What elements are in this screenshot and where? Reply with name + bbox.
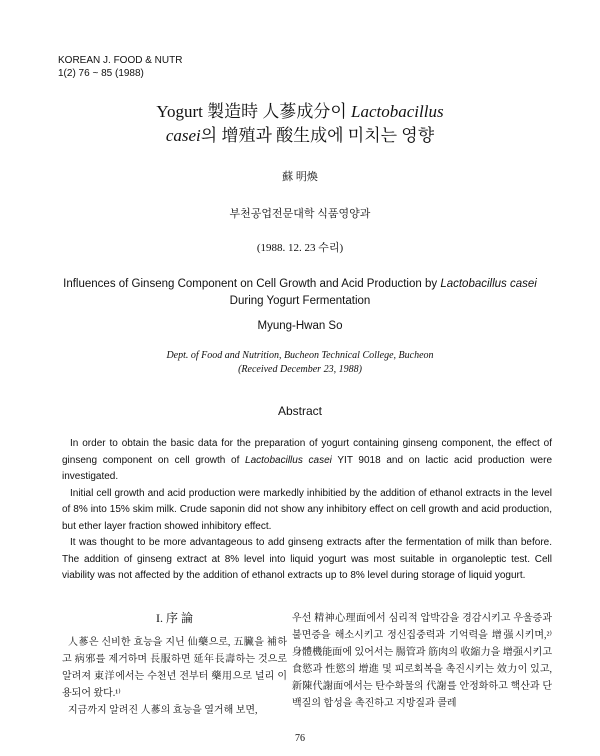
journal-header (58, 54, 182, 80)
abstract-body (62, 436, 552, 585)
title-ko-line1-text: Yogurt 製造時 人蔘成分이 (156, 102, 352, 121)
received-ko: (1988. 12. 23 수리) (256, 242, 344, 254)
affiliation-ko: 부천공업전문대학 식품영양과 (229, 208, 371, 220)
abstract-paragraph-2: Initial cell growth and acid production were markedly inhibitied by the addition of ethanol extracts in the level of 8% into 15% skim milk. Crude saponin did not show any inhibitory effect on cell growth and acid production, but ether layer fraction showed inhibitory effect. (62, 487, 552, 532)
right-column-paragraph: 우선 精神心理面에서 심리적 압박감을 경감시키고 우울증과 불면증을 해소시키고 정신집중력과 기억력을 增强시키며,²⁾ 身體機能面에 있어서는 腸管과 筋肉의 收縮力을 增强시키고 食慾과 性慾의 增進 및 피로회복을 촉진시키는 效力이 있고, 新陳代謝面에서는 탄수화물의 代謝를 안정화하고 핵산과 단백질의 합성을 촉진하고 지방질과 콜레 (292, 613, 552, 709)
title-en-italic: Lactobacillus casei (440, 278, 537, 290)
author-ko: 蘇 明煥 (282, 171, 318, 183)
abstract-p1-italic: Lactobacillus casei (245, 454, 332, 466)
section-heading-introduction: I. 序 論 (156, 611, 193, 625)
abstract-p1-b: YIT 9018 and on lactic acid production were investigated. (62, 454, 553, 482)
title-ko-line1-italic: Lactobacillus (351, 102, 444, 121)
affiliation-en-block (0, 349, 600, 377)
received-en: (Received December 23, 1988) (238, 364, 362, 375)
intro-paragraph-2: 지금까지 알려진 人蔘의 효능을 열거해 보면, (68, 705, 258, 716)
page-number: 76 (295, 733, 305, 744)
title-ko-line2 (0, 121, 600, 146)
title-en-part2: During Yogurt Fermentation (229, 295, 371, 307)
journal-name: KOREAN J. FOOD & NUTR (58, 55, 183, 66)
abstract-heading: Abstract (277, 404, 322, 418)
abstract-p1-a: In order to obtain the basic data for the preparation of yogurt containing ginseng component, the effect of ginseng component on cell growth of (62, 438, 552, 466)
right-column (292, 610, 552, 712)
abstract-paragraph-1 (62, 436, 552, 486)
title-en-part1: Influences of Ginseng Component on Cell Growth and Acid Production by (63, 278, 441, 290)
intro-paragraph-1: 人蔘은 신비한 효능을 지닌 仙藥으로, 五臟을 補하고 病邪를 제거하며 長服하면 延年長壽하는 것으로 알려져 東洋에서는 수천년 전부터 藥用으로 널리 이용되어 왔다.¹⁾ (62, 637, 287, 699)
title-en (0, 276, 600, 310)
title-ko-line1 (0, 97, 600, 122)
abstract-paragraph-3: It was thought to be more advantageous to add ginseng extracts after the fermentation of milk than before. The addition of ginseng extract at 8% level into liquid yogurt was most suitable in organoleptic test. Cell viability was not affected by the addition of ethanol extracts up to 8% level during storage of liquid yogurt. (62, 537, 552, 581)
title-ko-line2-italic: casei (165, 126, 201, 145)
journal-citation: 1(2) 76 ~ 85 (1988) (58, 68, 144, 79)
affiliation-en: Dept. of Food and Nutrition, Bucheon Technical College, Bucheon (166, 350, 434, 361)
left-column (62, 610, 287, 719)
title-ko-line2-text: 의 增殖과 酸生成에 미치는 영향 (200, 126, 435, 145)
author-en: Myung-Hwan So (257, 320, 343, 332)
